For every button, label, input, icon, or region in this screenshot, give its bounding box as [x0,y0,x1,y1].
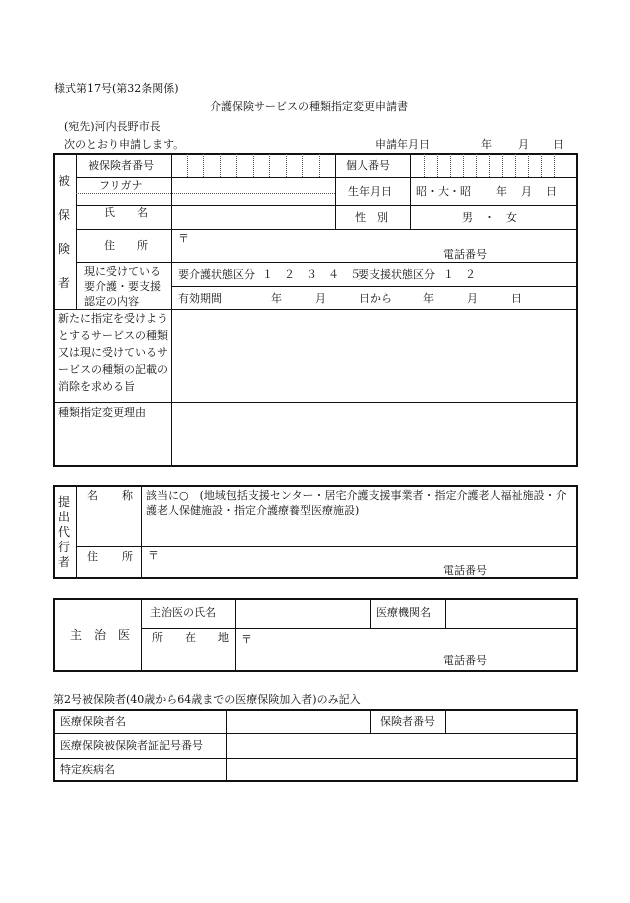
care-level-label: 要介護状態区分 [178,268,255,281]
name-label: 氏 名 [104,206,148,219]
agent-name-label-a: 名 [87,489,98,502]
agent-address-label-a: 住 [87,550,98,563]
personal-number-label: 個人番号 [346,159,390,172]
change-reason-label: 種類指定変更理由 [58,406,146,419]
birth-year-label: 年 [496,185,507,198]
application-date-year: 年 [481,138,492,151]
gender-label: 性 別 [355,211,388,224]
doctor-postal-mark: 〒 [241,633,252,646]
insured-side-label-1: 被 [58,174,71,188]
address-label: 住 所 [104,239,148,252]
agent-name-label-b: 称 [122,489,133,502]
birth-day-label: 日 [546,185,557,198]
certification-label-3: 認定の内容 [84,295,139,308]
secondary-note: 第2号被保険者(40歳から64歳までの医療保険加入者)のみ記入 [53,693,361,706]
specific-disease-label: 特定疾病名 [60,763,115,776]
intro-text: 次のとおり申請します。 [64,138,185,151]
insurer-number-label: 保険者番号 [380,715,435,728]
medical-institution-label: 医療機関名 [376,606,431,619]
insured-side-label-2: 保 [58,208,71,222]
addressee: (宛先)河内長野市長 [64,120,161,133]
agent-side-label: 提出代行者 [58,495,71,569]
insurance-card-label: 医療保険被保険者証記号番号 [60,739,203,752]
birth-era-options: 昭・大・昭 [416,185,471,198]
insured-phone-label: 電話番号 [443,248,487,261]
gender-options: 男 ・ 女 [462,211,517,224]
doctor-name-label: 主治医の氏名 [150,606,216,619]
support-level-label: 要支援状態区分 [358,268,435,281]
application-date-label: 申請年月日 [375,138,430,151]
doctor-table [53,598,578,672]
doctor-phone-label: 電話番号 [443,654,487,667]
validity-to: 年 月 日 [423,292,522,305]
form-title: 介護保険サービスの種類指定変更申請書 [210,100,408,113]
birth-month-label: 月 [521,185,532,198]
insurer-name-label: 医療保険者名 [60,715,126,728]
agent-address-label-b: 所 [122,550,133,563]
birth-date-label: 生年月日 [348,185,392,198]
application-date-day: 日 [553,138,564,151]
agent-phone-label: 電話番号 [443,564,487,577]
doctor-location-label: 所 在 地 [152,631,229,644]
doctor-side-label: 主 治 医 [70,628,131,642]
address-postal-mark: 〒 [178,232,189,245]
insured-side-label-4: 者 [58,276,71,290]
furigana-label: フリガナ [99,179,143,192]
care-level-options: １ ２ ３ ４ ５ [262,268,361,281]
certification-label-2: 要介護・要支援 [84,280,161,293]
insured-side-label-3: 険 [58,242,71,256]
form-number: 様式第17号(第32条関係) [54,82,179,95]
certification-label-1: 現に受けている [84,265,161,278]
agent-applicable-text: 該当に○ (地域包括支援センター・居宅介護支援事業者・指定介護老人福祉施設・介護老人保健施設・指定介護療養型医療施設) [146,489,567,517]
validity-period-label: 有効期間 [178,292,222,305]
agent-postal-mark: 〒 [148,549,159,562]
application-date-month: 月 [518,138,529,151]
service-request-label: 新たに指定を受けようとするサービスの種類又は現に受けているサービスの種類の記載の消除を求める旨 [58,312,168,393]
validity-from: 年 月 日から [271,292,392,305]
support-level-options: １ ２ [443,268,476,281]
insured-number-label: 被保険者番号 [88,159,154,172]
